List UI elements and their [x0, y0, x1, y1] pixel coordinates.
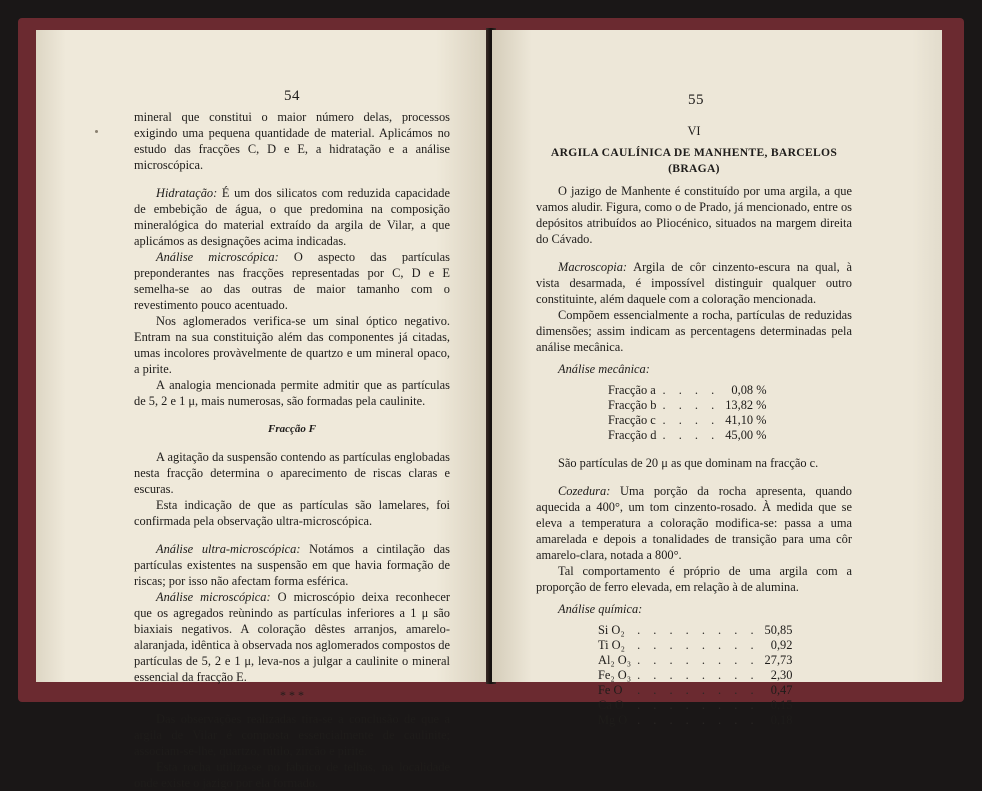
- leader-dots: . . . . . . . .: [637, 668, 759, 682]
- leader-dots: . . . .: [662, 428, 720, 442]
- paragraph-text: mineral que constitui o maior número delas, processos exigindo uma pequena quantidade de material. Aplicámos no estudo das fracções C, D e E, a hidratação e a análise microscópica.: [134, 110, 450, 172]
- leader-dots: . . . . . . . .: [637, 713, 759, 727]
- section-heading: Fracção F: [268, 423, 316, 435]
- paragraph-text: A agitação da suspensão contendo as partículas englobadas nesta fracção determina o aparecimento de riscas claras e escuras.: [134, 450, 450, 496]
- table-row: [598, 668, 792, 683]
- table-row: [598, 713, 792, 728]
- paragraph: [134, 449, 450, 497]
- row-value: 0,08 %: [731, 383, 767, 397]
- mechanical-analysis-table: [608, 383, 767, 443]
- row-value: 0,47: [770, 683, 793, 697]
- paragraph-text: São partículas de 20 μ as que dominam na fracção c.: [558, 456, 819, 470]
- paragraph: [536, 455, 852, 471]
- left-page: [36, 30, 490, 790]
- table-row: [608, 383, 767, 398]
- paragraph: [536, 563, 852, 595]
- paragraph-cozedura: [536, 483, 852, 563]
- table-row: [598, 683, 792, 698]
- row-label: Al₂ O₃: [598, 653, 632, 667]
- section-label: Análise microscópica:: [156, 250, 279, 264]
- section-label: Análise ultra-microscópica:: [156, 542, 301, 556]
- row-label: Si O₂: [598, 623, 625, 637]
- paragraph-text: Esta rocha utiliza-se no fabrico de telhas, na localidade onde existe o jazigo por ela formado.: [134, 760, 450, 790]
- row-value: 0,18: [770, 713, 793, 727]
- row-label: Fe O: [598, 683, 623, 697]
- table-row: [598, 698, 792, 713]
- row-label: Fracção d: [608, 428, 657, 442]
- paragraph: [134, 109, 450, 173]
- paragraph-microscopica: [134, 249, 450, 313]
- paragraph: [134, 377, 450, 409]
- row-label: Fracção a: [608, 383, 656, 397]
- paragraph-hidratacao: [134, 185, 450, 249]
- paragraph: [134, 759, 450, 791]
- section-label: Cozedura:: [558, 484, 611, 498]
- page-number: 55: [688, 92, 704, 108]
- paragraph: [134, 313, 450, 377]
- section-label: Análise mecânica:: [558, 362, 650, 376]
- paragraph-ultra: [134, 541, 450, 589]
- paragraph-text: Tal comportamento é próprio de uma argila com a proporção de ferro elevada, em relação à de alumina.: [536, 564, 852, 594]
- paragraph: [134, 711, 450, 759]
- asterism-divider: * * *: [280, 688, 304, 702]
- row-label: Fe₂ O₃: [598, 668, 632, 682]
- paragraph-text: Compõem essencialmente a rocha, partículas de reduzidas dimensões; assim indicam as percentagens determinadas pela análise mecânica.: [536, 308, 852, 354]
- chapter-number: VI: [687, 124, 701, 138]
- paragraph-macroscopia: [536, 259, 852, 307]
- paragraph-text: Argila de côr cinzento-escura na qual, à vista desarmada, é impossível distinguir qualquer outro constituinte, além daquele com a coloração mencionada.: [536, 260, 852, 306]
- table-row: [598, 623, 792, 638]
- right-page-body: [536, 123, 852, 728]
- section-label: Hidratação:: [156, 186, 218, 200]
- leader-dots: . . . . . . . .: [637, 683, 759, 697]
- row-value: 0,15: [770, 698, 793, 712]
- row-label: Mg O: [598, 713, 628, 727]
- leader-dots: . . . . . . . .: [637, 638, 759, 652]
- table-row: [608, 398, 767, 413]
- table-row: [598, 638, 792, 653]
- row-label: Ca O: [598, 698, 624, 712]
- table-row: [608, 428, 767, 443]
- section-label: Análise química:: [558, 602, 643, 616]
- paragraph-text: É um dos silicatos com reduzida capacidade de embebição de água, o que predomina na composição mineralógica do material extraído da argila de Vilar, a que aplicámos as designações acima indicadas.: [134, 186, 450, 248]
- paragraph-microscopica-2: [134, 589, 450, 685]
- paragraph: [536, 183, 852, 247]
- table-row: [608, 413, 767, 428]
- paragraph-text: Das observações realizadas tira-se a conclusão de que a argila de Vilar é composta essencialmente de caulinite; associam-se-lhe, quartzo, rútilo, zircão e pirite.: [134, 712, 450, 758]
- row-value: 13,82 %: [725, 398, 767, 412]
- chapter-title: ARGILA CAULÍNICA DE MANHENTE, BARCELOS (BRAGA): [550, 146, 838, 175]
- chemical-analysis-table: [598, 623, 792, 728]
- row-value: 50,85: [764, 623, 793, 637]
- paragraph: [536, 307, 852, 355]
- row-label: Ti O₂: [598, 638, 625, 652]
- leader-dots: . . . . . . . .: [637, 653, 759, 667]
- paragraph: [134, 497, 450, 529]
- row-value: 41,10 %: [725, 413, 767, 427]
- paragraph-text: Nos aglomerados verifica-se um sinal óptico negativo. Entram na sua constituição além das componentes já citadas, umas incolores provàvelmente de quartzo e um mineral opaco, a pirite.: [134, 314, 450, 376]
- left-page-body: [134, 109, 450, 791]
- row-label: Fracção c: [608, 413, 656, 427]
- leader-dots: . . . . . . . .: [637, 698, 759, 712]
- leader-dots: . . . .: [662, 383, 720, 397]
- row-label: Fracção b: [608, 398, 657, 412]
- leader-dots: . . . .: [662, 398, 720, 412]
- page-number: 54: [284, 88, 300, 104]
- paragraph-text: Esta indicação de que as partículas são lamelares, foi confirmada pela observação ultra-microscópica.: [134, 498, 450, 528]
- right-page: [492, 30, 942, 727]
- paragraph-text: O jazigo de Manhente é constituído por uma argila, a que vamos aludir. Figura, como o de Prado, já mencionado, entre os depósitos atribuídos ao Pliocénico, situados na margem direita do Cávado.: [536, 184, 852, 246]
- row-value: 27,73: [764, 653, 793, 667]
- section-label: Análise microscópica:: [156, 590, 271, 604]
- paragraph-text: Notámos a cintilação das partículas existentes na suspensão em que havia formação de riscas; por isso não afectam forma esférica.: [134, 542, 450, 588]
- leader-dots: . . . . . . . .: [637, 623, 759, 637]
- leader-dots: . . . .: [662, 413, 720, 427]
- section-label: Macroscopia:: [558, 260, 628, 274]
- table-row: [598, 653, 792, 668]
- row-value: 2,30: [770, 668, 793, 682]
- paragraph-text: A analogia mencionada permite admitir que as partículas de 5, 2 e 1 μ, mais numerosas, são formadas pela caulinite.: [134, 378, 450, 408]
- ink-speck: [95, 130, 98, 133]
- row-value: 0,92: [770, 638, 793, 652]
- paragraph-text: Uma porção da rocha apresenta, quando aquecida a 400°, um tom cinzento-rosado. À medida que se eleva a temperatura a coloração modifica-se: passa a uma amarelada e depois a tonalidades de transição para uma côr amarelo-clara, notada a 800°.: [536, 484, 852, 562]
- paragraph-text: O microscópio deixa reconhecer que os agregados reùnindo as partículas inferiores a 1 μ são biaxiais negativos. A coloração dêstes arranjos, amarelo-alaranjada, idêntica à observada nos aglomerados compostos de partículas de 5, 2 e 1 μ, leva-nos a julgar a caulinite o mineral essencial da fracção E.: [134, 590, 451, 684]
- paragraph-text: O aspecto das partículas preponderantes nas fracções representadas por C, D e E semelha-se ao das outras de maior tamanho com o revestimento pouco acentuado.: [134, 250, 450, 312]
- row-value: 45,00 %: [725, 428, 767, 442]
